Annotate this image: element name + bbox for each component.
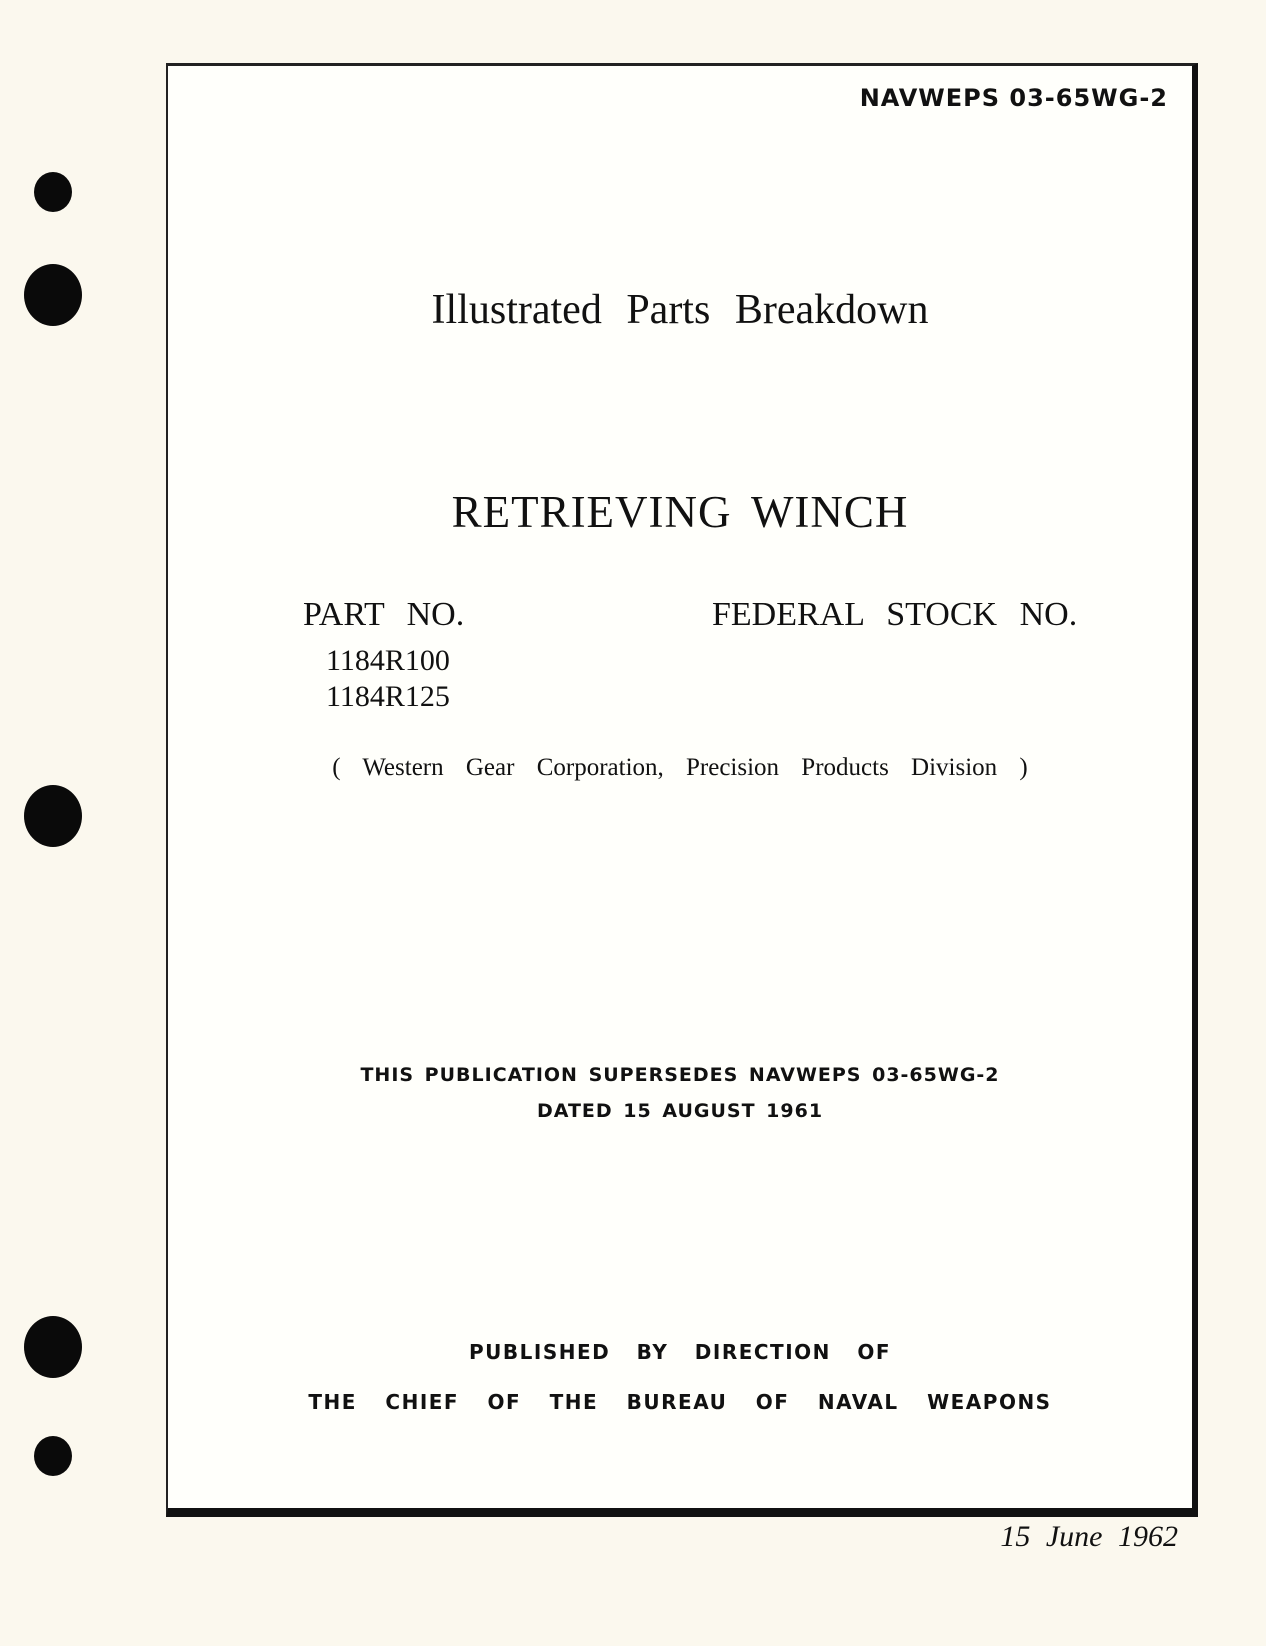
publication-date: 15 June 1962 bbox=[1000, 1520, 1178, 1553]
binder-hole bbox=[34, 1436, 72, 1476]
supersedes-notice: THIS PUBLICATION SUPERSEDES NAVWEPS 03-65WG-2 bbox=[360, 1064, 1000, 1086]
page-border bbox=[166, 63, 1198, 1517]
part-number: 1184R100 bbox=[326, 644, 450, 677]
binder-hole bbox=[24, 1316, 82, 1378]
binder-hole bbox=[24, 785, 82, 847]
manufacturer: ( Western Gear Corporation, Precision Products Division ) bbox=[332, 754, 1028, 781]
publishing-authority: THE CHIEF OF THE BUREAU OF NAVAL WEAPONS bbox=[308, 1390, 1052, 1414]
federal-stock-label: FEDERAL STOCK NO. bbox=[712, 596, 1078, 633]
published-by: PUBLISHED BY DIRECTION OF bbox=[468, 1340, 892, 1364]
document-title: Illustrated Parts Breakdown bbox=[431, 287, 929, 333]
part-number: 1184R125 bbox=[326, 680, 450, 713]
subject-title: RETRIEVING WINCH bbox=[451, 487, 909, 537]
part-no-label: PART NO. bbox=[303, 596, 465, 633]
binder-hole bbox=[24, 264, 82, 326]
binder-hole bbox=[34, 172, 72, 212]
document-number: NAVWEPS 03-65WG-2 bbox=[859, 84, 1168, 112]
supersedes-date: DATED 15 AUGUST 1961 bbox=[536, 1100, 824, 1122]
